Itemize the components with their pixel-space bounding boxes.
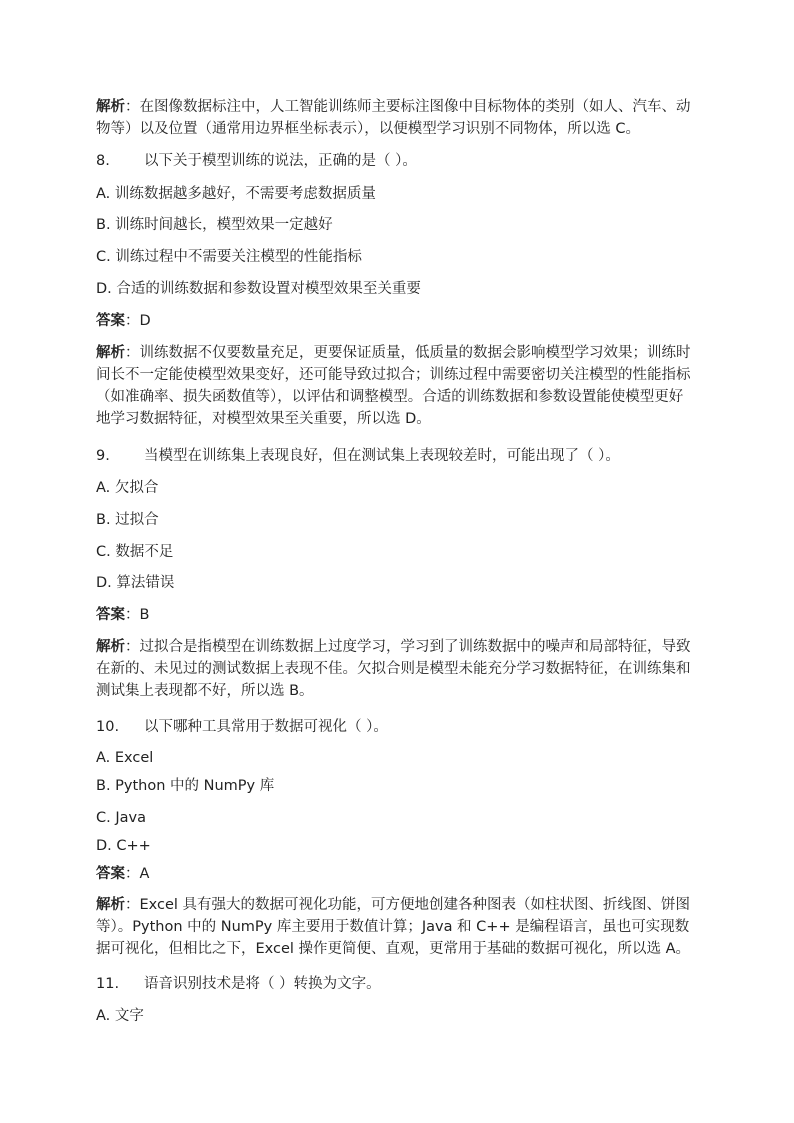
question-text: 以下哪种工具常用于数据可视化（ ）。 bbox=[144, 719, 388, 735]
explanation-line: 据可视化，但相比之下，Excel 操作更简便、直观，更常用于基础的数据可视化，所以选 A。 bbox=[96, 941, 691, 957]
question-text: 语音识别技术是将（ ）转换为文字。 bbox=[144, 976, 381, 992]
explanation-line: 训练数据不仅要数量充足，更要保证质量，低质量的数据会影响模型学习效果；训练时 bbox=[139, 345, 691, 361]
explanation-paragraph bbox=[96, 636, 702, 702]
answer-option: C. 训练过程中不需要关注模型的性能指标 bbox=[96, 249, 362, 265]
answer-option: C. 数据不足 bbox=[96, 544, 174, 560]
answer-option: B. 训练时间越长，模型效果一定越好 bbox=[96, 217, 333, 233]
explanation-paragraph bbox=[96, 342, 702, 430]
explanation-line: 等）。Python 中的 NumPy 库主要用于数值计算；Java 和 C++ 是编程语言，虽也可实现数 bbox=[96, 919, 690, 935]
answer-option: A. 训练数据越多越好，不需要考虑数据质量 bbox=[96, 186, 376, 202]
explanation-line: 过拟合是指模型在训练数据上过度学习，学习到了训练数据中的噪声和局部特征，导致 bbox=[139, 639, 691, 655]
question-text: 当模型在训练集上表现良好，但在测试集上表现较差时，可能出现了（ ）。 bbox=[144, 448, 620, 464]
question-number: 10. bbox=[96, 719, 120, 735]
answer-option: C. Java bbox=[96, 810, 146, 826]
answer-value: D bbox=[139, 313, 151, 329]
question-text: 以下关于模型训练的说法，正确的是（ ）。 bbox=[144, 153, 417, 169]
explanation-label: 解析 bbox=[96, 99, 125, 115]
explanation-line: 在图像数据标注中，人工智能训练师主要标注图像中目标物体的类别（如人、汽车、动 bbox=[139, 99, 691, 115]
answer-option: A. 文字 bbox=[96, 1008, 144, 1024]
answer-line bbox=[96, 310, 702, 332]
explanation-line: 物等）以及位置（通常用边界框坐标表示），以便模型学习识别不同物体，所以选 C。 bbox=[96, 121, 640, 137]
answer-label: 答案 bbox=[96, 607, 125, 623]
explanation-separator: ： bbox=[125, 639, 140, 655]
answer-label: 答案 bbox=[96, 866, 125, 882]
explanation-paragraph bbox=[96, 96, 702, 140]
answer-separator: ： bbox=[125, 607, 140, 623]
explanation-line: （如准确率、损失函数值等），以评估和调整模型。合适的训练数据和参数设置能使模型更好 bbox=[96, 389, 684, 405]
answer-option: D. C++ bbox=[96, 838, 151, 854]
answer-line bbox=[96, 604, 702, 626]
answer-option: A. 欠拟合 bbox=[96, 480, 159, 496]
question-stem bbox=[96, 445, 702, 467]
explanation-line: Excel 具有强大的数据可视化功能，可方便地创建各种图表（如柱状图、折线图、饼图 bbox=[139, 897, 691, 913]
explanation-label: 解析 bbox=[96, 639, 125, 655]
answer-option: A. Excel bbox=[96, 750, 154, 766]
answer-option: B. Python 中的 NumPy 库 bbox=[96, 778, 275, 794]
question-number: 8. bbox=[96, 153, 110, 169]
answer-option: B. 过拟合 bbox=[96, 512, 159, 528]
question-stem bbox=[96, 716, 702, 738]
explanation-label: 解析 bbox=[96, 897, 125, 913]
explanation-separator: ： bbox=[125, 99, 140, 115]
explanation-paragraph bbox=[96, 894, 702, 960]
explanation-line: 地学习数据特征，对模型效果至关重要，所以选 D。 bbox=[96, 411, 431, 427]
answer-value: B bbox=[139, 607, 150, 623]
question-stem bbox=[96, 973, 702, 995]
explanation-separator: ： bbox=[125, 897, 140, 913]
answer-label: 答案 bbox=[96, 313, 125, 329]
question-number: 11. bbox=[96, 976, 120, 992]
answer-option: D. 合适的训练数据和参数设置对模型效果至关重要 bbox=[96, 281, 421, 297]
question-stem bbox=[96, 150, 702, 172]
explanation-separator: ： bbox=[125, 345, 140, 361]
explanation-line: 测试集上表现都不好，所以选 B。 bbox=[96, 683, 314, 699]
explanation-line: 在新的、未见过的测试数据上表现不佳。欠拟合则是模型未能充分学习数据特征，在训练集和 bbox=[96, 661, 691, 677]
answer-separator: ： bbox=[125, 866, 140, 882]
explanation-line: 间长不一定能使模型效果变好，还可能导致过拟合；训练过程中需要密切关注模型的性能指标 bbox=[96, 367, 691, 383]
answer-line bbox=[96, 863, 702, 885]
answer-value: A bbox=[139, 866, 150, 882]
explanation-label: 解析 bbox=[96, 345, 125, 361]
answer-separator: ： bbox=[125, 313, 140, 329]
answer-option: D. 算法错误 bbox=[96, 575, 175, 591]
question-number: 9. bbox=[96, 448, 110, 464]
